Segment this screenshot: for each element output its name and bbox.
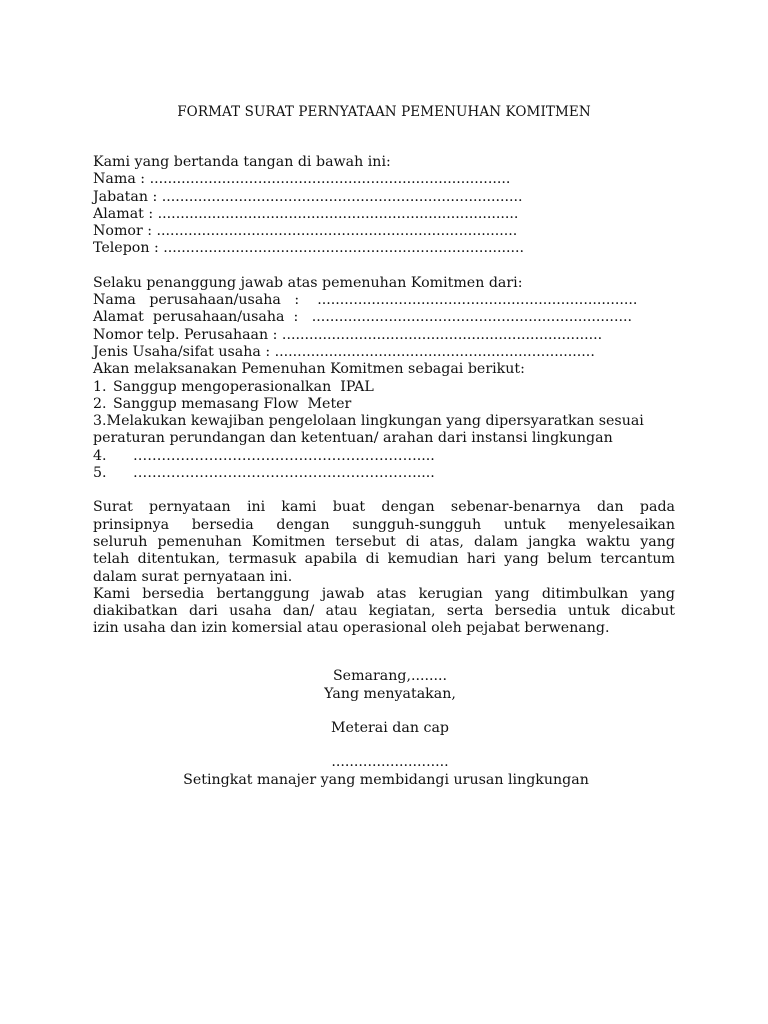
commitment-number: 3.: [93, 413, 107, 430]
statement-line: prinsipnya bersedia dengan sungguh-sungguh untuk menyelesaikan: [93, 516, 675, 533]
document-body: [93, 154, 675, 638]
commitments-intro: Akan melaksanakan Pemenuhan Komitmen sebagai berikut:: [93, 361, 525, 378]
statement-line: dalam surat pernyataan ini.: [93, 568, 293, 585]
commitment-number: 4.: [93, 447, 107, 464]
commitment-number: 1.: [93, 378, 107, 395]
commitment-text: Melakukan kewajiban pengelolaan lingkungan yang dipersyaratkan sesuai: [106, 413, 644, 430]
statement-line: diakibatkan dari usaha dan/ atau kegiatan, serta bersedia untuk dicabut: [93, 603, 675, 620]
commitment-item: [93, 379, 675, 396]
place-date: Semarang,........: [332, 668, 448, 684]
signature-line: ..........................: [331, 754, 449, 770]
commitment-item: [93, 448, 675, 465]
company-phone-field: Nomor telp. Perusahaan : .......................................................................: [93, 326, 603, 343]
statement-line: telah ditentukan, termasuk apabila di kemudian hari yang belum tercantum: [93, 551, 675, 568]
intro-text: Kami yang bertanda tangan di bawah ini:: [93, 154, 391, 170]
commitment-number: 5.: [93, 465, 107, 482]
company-address-field: Alamat perusahaan/usaha : .......................................................................: [93, 309, 632, 326]
stamp-label: Meterai dan cap: [331, 720, 449, 736]
statement-line: seluruh pemenuhan Komitmen tersebut di atas, dalam jangka waktu yang: [93, 533, 675, 550]
statement-line: Surat pernyataan ini kami buat dengan sebenar-benarnya dan pada: [93, 499, 675, 516]
commitment-item: [93, 396, 675, 413]
statement-line: Kami bersedia bertanggung jawab atas kerugian yang ditimbulkan yang: [93, 585, 675, 602]
signer-phone-field: Telepon : ................................................................................: [93, 240, 525, 257]
signer-position-field: Jabatan : ................................................................................: [93, 188, 523, 205]
declarant-label: Yang menyatakan,: [324, 686, 456, 702]
signer-number-field: Nomor : ................................................................................: [93, 223, 518, 240]
commitment-item: [93, 465, 675, 482]
company-name-field: Nama perusahaan/usaha : .......................................................................: [93, 292, 638, 309]
commitment-text: ……………………………………………………....: [133, 465, 435, 482]
commitment-text: Sanggup mengoperasionalkan IPAL: [113, 378, 374, 395]
signer-name-field: Nama : ................................................................................: [93, 171, 511, 188]
commitment-text: Sanggup memasang Flow Meter: [113, 395, 352, 412]
document-title: FORMAT SURAT PERNYATAAN PEMENUHAN KOMITMEN: [177, 104, 591, 120]
statement-line: izin usaha dan izin komersial atau operasional oleh pejabat berwenang.: [93, 620, 610, 637]
signer-position-label: Setingkat manajer yang membidangi urusan lingkungan: [183, 772, 589, 788]
commitment-text: ……………………………………………………....: [133, 447, 435, 464]
commitment-continuation: peraturan perundangan dan ketentuan/ arahan dari instansi lingkungan: [93, 430, 613, 447]
responsibility-intro: Selaku penanggung jawab atas pemenuhan Komitmen dari:: [93, 274, 523, 291]
commitment-item: [93, 413, 675, 430]
business-type-field: Jenis Usaha/sifat usaha : .......................................................................: [93, 343, 595, 360]
signer-address-field: Alamat : ................................................................................: [93, 205, 519, 222]
commitment-number: 2.: [93, 395, 107, 412]
